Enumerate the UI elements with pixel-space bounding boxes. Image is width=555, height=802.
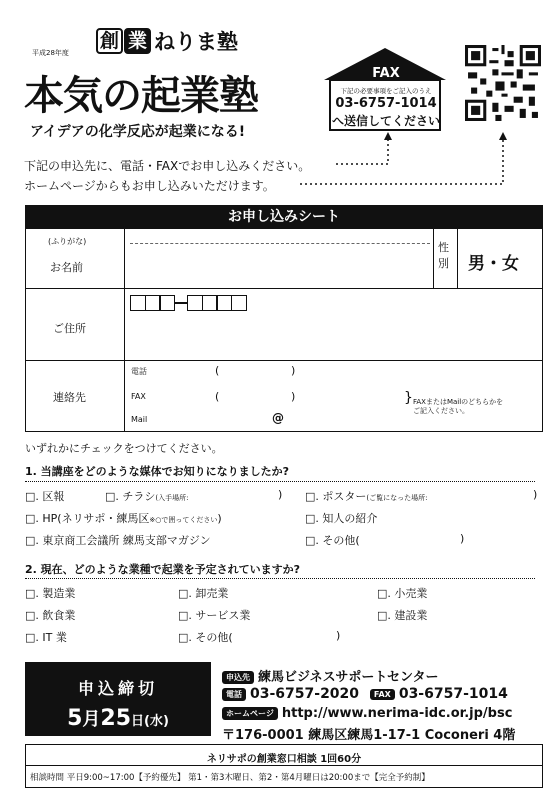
apply-to: 申込先 練馬ビジネスサポートセンター xyxy=(222,666,438,685)
divider xyxy=(25,360,543,361)
qr-code[interactable] xyxy=(465,45,541,121)
divider xyxy=(433,229,434,288)
q1-chirashi[interactable]: □. チラシ(入手場所: xyxy=(105,490,189,503)
paren-close: ) xyxy=(336,629,341,642)
q1-koho[interactable]: □. 区報 xyxy=(25,490,65,503)
name-label: お名前 xyxy=(50,261,83,274)
q1-hp[interactable]: □. HP(ネリサポ・練馬区※○で囲ってください) xyxy=(25,512,222,525)
intro-line-2: ホームページからもお申し込みいただけます。 xyxy=(24,179,275,193)
gender-label: 性別 xyxy=(438,241,449,270)
q1-poster[interactable]: □. ポスター(ご覧になった場所: xyxy=(305,490,428,503)
consult-hours: 相談時間 平日9:00~17:00【予約優先】 第1・第3木曜日、第2・第4月曜日は20:00まで【完全予約制】 xyxy=(30,773,430,783)
q1-other[interactable]: □. その他( xyxy=(305,534,360,547)
paren-close: ) xyxy=(291,364,296,377)
sogyo-logo xyxy=(96,26,238,56)
q2-option[interactable]: □. 小売業 xyxy=(377,587,428,600)
phone-label: 電話 xyxy=(131,367,147,376)
sogyo-char-1: 創 xyxy=(96,28,123,54)
at-sign: @ xyxy=(272,411,284,425)
paren-close: ) xyxy=(278,488,283,501)
q2-option[interactable]: □. IT 業 xyxy=(25,631,67,644)
fax-number: 03-6757-1014 xyxy=(335,96,437,111)
furigana-label: (ふりがな) xyxy=(48,237,87,246)
brace-icon: } xyxy=(404,390,413,406)
mail-field[interactable] xyxy=(160,410,400,426)
fiscal-year: 平成28年度 xyxy=(32,49,69,57)
divider xyxy=(25,578,535,579)
paren-open: ( xyxy=(215,390,220,403)
paren-close: ) xyxy=(291,390,296,403)
q2-option[interactable]: □. 製造業 xyxy=(25,587,76,600)
postal-code-boxes[interactable] xyxy=(130,295,247,311)
fax-note: 下記の必要事項をご記入のうえ xyxy=(340,87,432,95)
divider xyxy=(25,481,535,482)
q2-title: 2. 現在、どのような業種で起業を予定されていますか? xyxy=(25,563,301,576)
tel-number[interactable]: 03-6757-2020 xyxy=(250,686,360,702)
name-field[interactable] xyxy=(128,232,430,286)
subtitle: アイデアの化学反応が起業になる! xyxy=(30,124,246,140)
q2-option[interactable]: □. 飲食業 xyxy=(25,609,76,622)
sogyo-char-2: 業 xyxy=(124,28,151,54)
q2-option[interactable]: □. 卸売業 xyxy=(178,587,229,600)
contact-label: 連絡先 xyxy=(53,391,86,404)
either-note: FAXまたはMailのどちらかを ご記入ください。 xyxy=(413,398,504,415)
fax-label: FAX xyxy=(372,66,400,81)
paren-close: ) xyxy=(533,488,538,501)
dotted-arrows xyxy=(0,120,555,200)
q1-title: 1. 当講座をどのような媒体でお知りになりましたか? xyxy=(25,465,290,478)
divider xyxy=(124,229,125,432)
address-line: 〒176-0001 練馬区練馬1-17-1 Coconeri 4階 xyxy=(222,728,516,743)
deadline-date: 5月25日(水) xyxy=(67,706,169,731)
check-instruction: いずれかにチェックをつけてください。 xyxy=(25,442,223,455)
phone-fax-line: 電話 03-6757-2020 FAX 03-6757-1014 xyxy=(222,686,508,702)
deadline-box xyxy=(25,662,211,736)
nerima-juku: ねりま塾 xyxy=(154,30,239,54)
q1-shoko[interactable]: □. 東京商工会議所 練馬支部マガジン xyxy=(25,534,211,547)
divider xyxy=(25,765,543,766)
fax-field-label: FAX xyxy=(131,392,146,401)
consult-title: ネリサポの創業窓口相談 1回60分 xyxy=(206,754,362,765)
divider xyxy=(25,288,543,289)
paren-open: ( xyxy=(215,364,220,377)
homepage-link[interactable]: http://www.nerima-idc.or.jp/bsc xyxy=(281,706,513,721)
q2-option[interactable]: □. サービス業 xyxy=(178,609,251,622)
fax-number-contact[interactable]: 03-6757-1014 xyxy=(398,686,508,702)
divider xyxy=(457,229,458,288)
q2-option[interactable]: □. その他( xyxy=(178,631,233,644)
q2-option[interactable]: □. 建設業 xyxy=(377,609,428,622)
gender-choice[interactable]: 男・女 xyxy=(468,254,519,274)
intro-line-1: 下記の申込先に、電話・FAXでお申し込みください。 xyxy=(24,159,311,173)
address-label: ご住所 xyxy=(53,322,86,335)
fax-field[interactable] xyxy=(160,390,400,406)
deadline-label: 申込締切 xyxy=(77,679,158,698)
mail-label: Mail xyxy=(131,415,148,424)
homepage-line: ホームページ http://www.nerima-idc.or.jp/bsc xyxy=(222,706,512,721)
form-title: お申し込みシート xyxy=(25,205,543,229)
fax-send-text: へ送信してください xyxy=(331,114,440,128)
q1-chijin[interactable]: □. 知人の紹介 xyxy=(305,512,378,525)
paren-close: ) xyxy=(460,532,465,545)
address-field[interactable] xyxy=(128,315,538,357)
main-title: 本気の起業塾 xyxy=(24,73,258,119)
phone-field[interactable] xyxy=(160,364,400,380)
